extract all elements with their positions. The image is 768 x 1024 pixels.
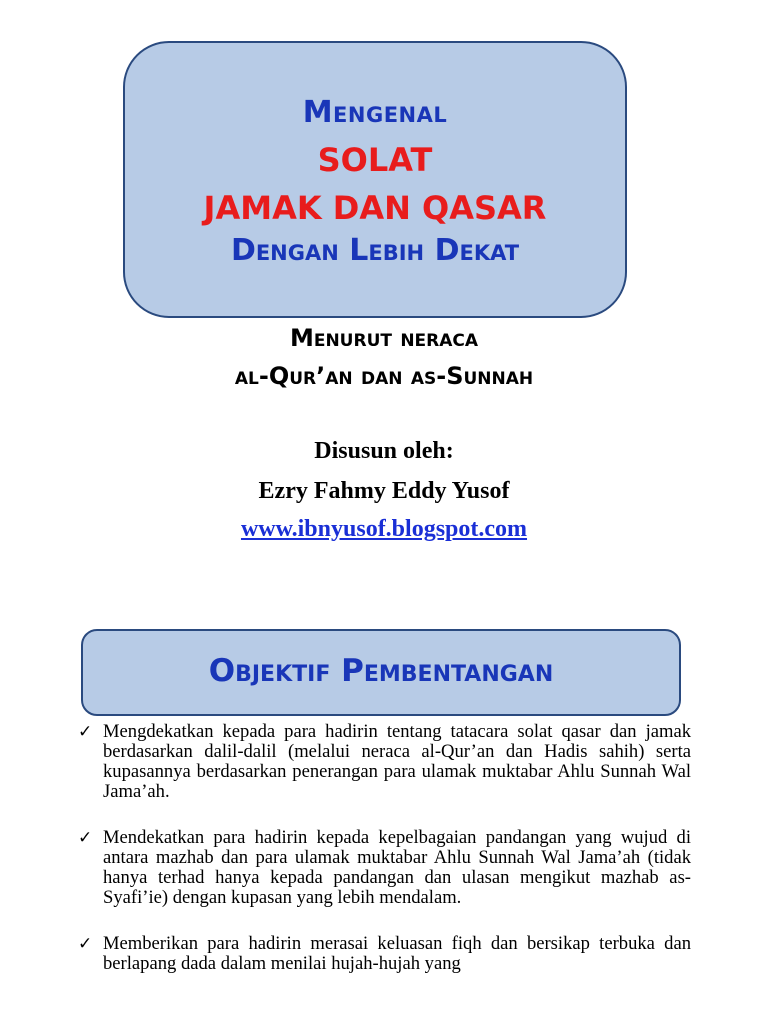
objective-text: Mengdekatkan kepada para hadirin tentang tatacara solat qasar dan jamak berdasarkan dalil-dalil (melalui neraca al-Qur’an dan Hadis sahih) serta kupasannya berdasarkan penerangan para ulamak muktabar Ahlu Sunnah Wal Jama’ah. bbox=[103, 721, 691, 802]
title-line-3: JAMAK DAN QASAR bbox=[203, 189, 547, 227]
objectives-heading: Objektif Pembentangan bbox=[208, 653, 554, 689]
objective-item bbox=[78, 828, 691, 908]
credit-label: Disusun oleh: bbox=[314, 438, 454, 464]
subtitle-line-2: al-Qur’an dan as-Sunnah bbox=[234, 362, 534, 390]
subtitle-line-1: Menurut neraca bbox=[289, 324, 479, 352]
objectives-list bbox=[78, 722, 691, 1000]
website-link[interactable]: www.ibnyusof.blogspot.com bbox=[240, 516, 528, 542]
author-name: Ezry Fahmy Eddy Yusof bbox=[258, 478, 510, 504]
objective-text: Memberikan para hadirin merasai keluasan fiqh dan bersikap terbuka dan berlapang dada dalam menilai hujah-hujah yang bbox=[103, 933, 691, 974]
check-icon: ✓ bbox=[78, 722, 93, 742]
check-icon: ✓ bbox=[78, 934, 93, 954]
title-line-4: Dengan Lebih Dekat bbox=[230, 233, 520, 268]
objective-item bbox=[78, 934, 691, 974]
objective-item bbox=[78, 722, 691, 802]
title-box bbox=[123, 41, 627, 318]
check-icon: ✓ bbox=[78, 828, 93, 848]
title-line-2: SOLAT bbox=[317, 141, 433, 179]
title-line-1: Mengenal bbox=[302, 95, 448, 130]
objective-text: Mendekatkan para hadirin kepada kepelbagaian pandangan yang wujud di antara mazhab dan para ulamak muktabar Ahlu Sunnah Wal Jama’ah (tidak hanya terhad hanya kepada pandangan dan ulasan mengikut mazhab as-Syafi’ie) dengan kupasan yang lebih mendalam. bbox=[103, 827, 691, 908]
objectives-heading-box bbox=[81, 629, 681, 716]
